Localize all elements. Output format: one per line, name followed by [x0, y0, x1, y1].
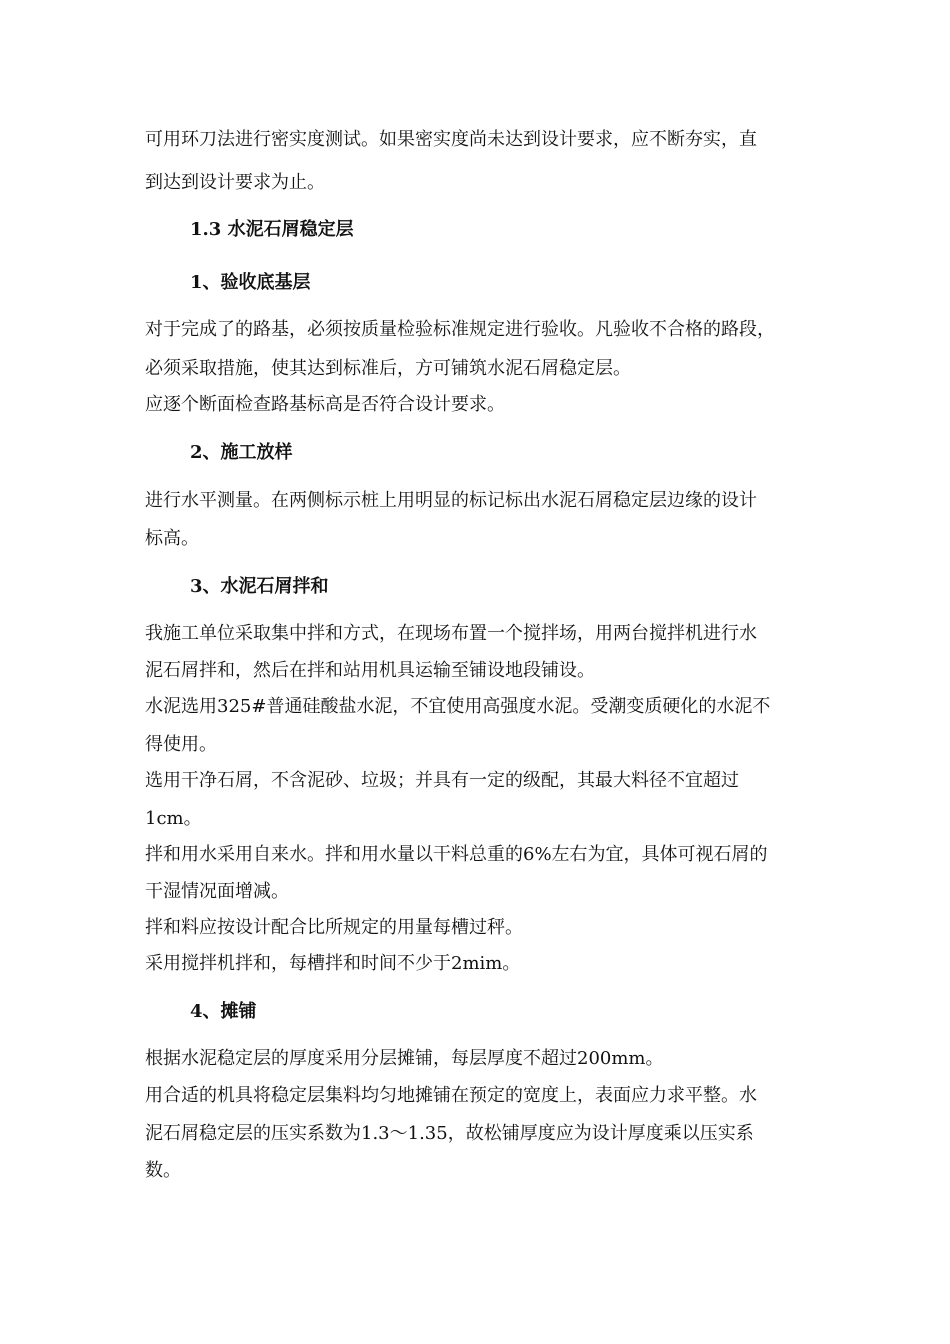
section-heading: 1.3 水泥石屑稳定层	[190, 219, 354, 240]
paragraph-line: 数。	[145, 1160, 181, 1181]
paragraph-line: 干湿情况面增减。	[145, 881, 289, 902]
subsection-heading: 4、摊铺	[190, 1001, 257, 1022]
paragraph-line: 进行水平测量。在两侧标示桩上用明显的标记标出水泥石屑稳定层边缘的设计	[145, 490, 757, 511]
paragraph-line: 可用环刀法进行密实度测试。如果密实度尚未达到设计要求，应不断夯实，直	[145, 129, 757, 150]
paragraph-line: 拌和用水采用自来水。拌和用水量以干料总重的6%左右为宜，具体可视石屑的	[145, 844, 768, 865]
paragraph-line: 水泥选用325#普通硅酸盐水泥，不宜使用高强度水泥。受潮变质硬化的水泥不	[145, 696, 771, 717]
paragraph-line: 拌和料应按设计配合比所规定的用量每槽过秤。	[145, 917, 523, 938]
paragraph-line: 必须采取措施，使其达到标准后，方可铺筑水泥石屑稳定层。	[145, 358, 631, 379]
paragraph-line: 到达到设计要求为止。	[145, 172, 325, 193]
paragraph-line: 得使用。	[145, 734, 217, 755]
paragraph-line: 标高。	[145, 528, 199, 549]
subsection-heading: 1、验收底基层	[190, 272, 311, 293]
paragraph-line: 应逐个断面检查路基标高是否符合设计要求。	[145, 394, 505, 415]
paragraph-line: 我施工单位采取集中拌和方式，在现场布置一个搅拌场，用两台搅拌机进行水	[145, 623, 757, 644]
paragraph-line: 用合适的机具将稳定层集料均匀地摊铺在预定的宽度上，表面应力求平整。水	[145, 1085, 757, 1106]
paragraph-line: 泥石屑稳定层的压实系数为1.3～1.35，故松铺厚度应为设计厚度乘以压实系	[145, 1123, 754, 1144]
subsection-heading: 3、水泥石屑拌和	[190, 576, 329, 597]
paragraph-line: 泥石屑拌和，然后在拌和站用机具运输至铺设地段铺设。	[145, 660, 595, 681]
subsection-heading: 2、施工放样	[190, 442, 293, 463]
paragraph-line: 根据水泥稳定层的厚度采用分层摊铺，每层厚度不超过200mm。	[145, 1048, 664, 1069]
paragraph-line: 对于完成了的路基，必须按质量检验标准规定进行验收。凡验收不合格的路段，	[145, 319, 775, 340]
paragraph-line: 1cm。	[145, 808, 202, 829]
paragraph-line: 选用干净石屑，不含泥砂、垃圾；并具有一定的级配，其最大料径不宜超过	[145, 770, 739, 791]
paragraph-line: 采用搅拌机拌和，每槽拌和时间不少于2mim。	[145, 953, 521, 974]
